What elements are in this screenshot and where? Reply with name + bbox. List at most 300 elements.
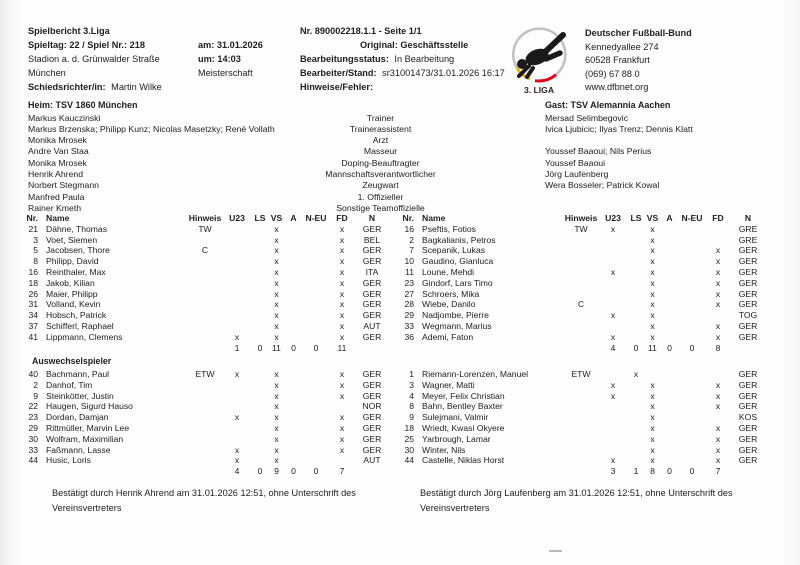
n-eu-mark [302, 256, 330, 267]
a-mark: A [666, 213, 673, 223]
fd-mark: x [715, 299, 721, 310]
official-guest-name [545, 192, 693, 203]
starter-row [400, 235, 766, 246]
player-nationality: GRE [738, 234, 758, 245]
player-number: 1 [409, 368, 414, 379]
n-eu-mark [302, 445, 330, 456]
player-number: 18 [404, 422, 414, 433]
fd-mark: x [339, 245, 345, 256]
u23-mark [598, 256, 628, 267]
liga3-logo-icon [506, 26, 572, 96]
player-name: Nadjombe, Pierre [422, 310, 489, 321]
u23-mark: x [610, 223, 616, 234]
player-nationality: BEL [363, 234, 381, 245]
substitutes-section-label [400, 355, 766, 368]
player-name: Danhof, Tim [46, 379, 93, 390]
player-number: 11 [405, 266, 414, 277]
player-number: 25 [404, 433, 414, 444]
player-number: 2 [33, 379, 38, 390]
n-eu-mark [678, 455, 706, 466]
n-eu-mark [302, 391, 330, 402]
a-mark [285, 278, 302, 289]
vs-mark: x [650, 245, 655, 256]
substitute-row [24, 401, 390, 412]
player-name: Jakob, Kilian [46, 277, 95, 288]
player-number [24, 343, 38, 354]
player-number: 3 [33, 234, 38, 245]
organization-city: 60528 Frankfurt [585, 55, 650, 65]
player-hint [564, 332, 598, 343]
u23-mark: x [610, 455, 616, 466]
vs-mark: x [650, 390, 655, 401]
player-name: Haugen, Sigurd Hauso [46, 401, 133, 412]
a-mark [661, 310, 678, 321]
vs-mark: x [274, 412, 279, 423]
substitutes-section-label: Auswechselspieler [32, 356, 112, 367]
n-eu-mark [678, 299, 706, 310]
player-hint [564, 445, 598, 456]
vs-mark: 11 [648, 342, 657, 353]
a-mark [285, 391, 302, 402]
n-eu-mark [678, 256, 706, 267]
subs-totals-row [400, 466, 766, 477]
player-nationality: GER [362, 433, 382, 444]
official-home-name: Andre Van Staa [28, 146, 89, 157]
player-hint [188, 289, 222, 300]
fd-mark: x [339, 277, 345, 288]
player-nationality: GER [738, 368, 758, 379]
u23-mark [598, 321, 628, 332]
fd-mark [330, 401, 354, 412]
player-nationality: GER [362, 379, 382, 390]
u23-mark [222, 391, 252, 402]
organization-street: Kennedyallee 274 [585, 41, 659, 52]
ls-mark [252, 267, 268, 278]
starter-row [400, 310, 766, 321]
player-number: 7 [409, 245, 414, 256]
vs-mark: x [650, 444, 655, 455]
fd-mark: x [715, 379, 721, 390]
n-eu-mark [678, 224, 706, 235]
player-nationality: GER [738, 401, 758, 412]
n-eu-mark: 0 [313, 342, 319, 353]
status-label: Bearbeitungsstatus: [300, 54, 389, 64]
substitute-row [400, 412, 766, 423]
player-number: 26 [28, 288, 38, 299]
player-name: Bahn, Bentley Baxter [422, 401, 503, 412]
player-name: Jacobsen, Thore [46, 245, 110, 256]
player-number [24, 466, 38, 477]
player-number: 31 [28, 299, 38, 310]
ls-mark [252, 391, 268, 402]
officials-home-names [28, 113, 275, 215]
player-name: Loune, Mehdi [422, 266, 475, 277]
player-hint [564, 412, 598, 423]
player-name: Philipp, David [46, 256, 99, 267]
organization-website: www.dfbnet.org [585, 82, 649, 92]
player-name: Riemann-Lorenzen, Manuel [422, 368, 529, 379]
original-label: Original: Geschäftsstelle [360, 40, 469, 50]
player-hint [564, 245, 598, 256]
n-eu-mark [302, 332, 330, 343]
player-number: 29 [404, 310, 414, 321]
player-name: Castelle, Niklas Horst [422, 455, 505, 466]
u23-mark: x [610, 390, 616, 401]
fd-mark: x [715, 390, 721, 401]
n-eu-mark [302, 369, 330, 380]
official-home-name: Markus Kauczinski [28, 112, 101, 123]
n-eu-mark [302, 267, 330, 278]
player-hint [188, 321, 222, 332]
player-name: Wiebe, Danilo [422, 299, 476, 310]
player-number: 34 [28, 310, 38, 321]
ls-mark: LS [630, 213, 642, 223]
player-nationality: GER [362, 223, 382, 234]
official-guest-name: Youssef Baaoui; Nils Perius [545, 146, 652, 157]
substitute-row [400, 455, 766, 466]
player-hint [564, 289, 598, 300]
player-silhouette-icon [517, 35, 563, 77]
player-number [400, 466, 414, 477]
starters-totals-row [400, 343, 766, 354]
vs-mark: x [650, 234, 655, 245]
player-hint [188, 299, 222, 310]
player-number: 5 [33, 245, 38, 256]
vs-mark: x [274, 444, 279, 455]
player-nationality: ITA [365, 266, 379, 277]
official-role-label: Zeugwart [362, 180, 399, 191]
substitute-row [400, 434, 766, 445]
vs-mark: x [650, 455, 655, 466]
home-team-title: Heim: TSV 1860 München [28, 100, 138, 110]
player-name [414, 466, 564, 477]
vs-mark: x [650, 422, 655, 433]
fd-mark: x [715, 444, 721, 455]
a-mark [661, 245, 678, 256]
u23-mark [222, 434, 252, 445]
player-hint [188, 434, 222, 445]
vs-mark: x [650, 379, 655, 390]
substitute-row [24, 455, 390, 466]
player-number: 27 [404, 288, 414, 299]
player-hint [188, 466, 222, 477]
fd-mark: x [339, 288, 345, 299]
player-nationality: GER [738, 390, 758, 401]
fd-mark: x [715, 277, 721, 288]
fd-mark: x [339, 299, 345, 310]
fd-mark: x [715, 401, 721, 412]
player-name: Pseftis, Fotios [422, 223, 476, 234]
player-nationality [354, 343, 390, 354]
player-nationality: GER [738, 266, 758, 277]
player-hint: ETW [571, 368, 591, 379]
official-home-name: Henrik Ahrend [28, 168, 84, 179]
player-name: Volland, Kevin [46, 299, 101, 310]
a-mark [661, 278, 678, 289]
player-nationality [730, 466, 766, 477]
vs-mark: x [650, 277, 655, 288]
fd-mark [706, 369, 730, 380]
starter-row [24, 224, 390, 235]
a-mark [285, 445, 302, 456]
n-eu-mark [678, 412, 706, 423]
n-eu-mark [302, 299, 330, 310]
ls-mark [628, 391, 644, 402]
starter-row [24, 332, 390, 343]
u23-mark: x [234, 444, 240, 455]
player-nationality: GER [738, 444, 758, 455]
officials-home-column [28, 99, 275, 214]
u23-mark [222, 224, 252, 235]
player-number: 30 [404, 444, 414, 455]
player-name: Gaudino, Gianluca [422, 256, 494, 267]
player-hint [188, 455, 222, 466]
u23-mark [222, 310, 252, 321]
player-name: Meyer, Felix Christian [422, 390, 505, 401]
n-eu-mark: 0 [689, 342, 695, 353]
player-hint [188, 391, 222, 402]
u23-mark [222, 289, 252, 300]
vs-mark: x [650, 310, 655, 321]
player-number: 44 [404, 455, 414, 466]
u23-mark [598, 235, 628, 246]
fd-mark: x [339, 310, 345, 321]
fd-mark: x [339, 444, 345, 455]
roster-header-row [24, 213, 390, 224]
player-hint [564, 278, 598, 289]
n-eu-mark: 0 [313, 466, 319, 477]
a-mark [661, 412, 678, 423]
vs-mark: x [650, 256, 655, 267]
n-eu-mark [678, 391, 706, 402]
a-mark [285, 245, 302, 256]
fd-mark: 7 [339, 466, 345, 477]
player-name: Winter, Nils [422, 444, 466, 455]
player-hint [564, 401, 598, 412]
n-eu-mark [678, 332, 706, 343]
official-home-name: Monika Mrosek [28, 157, 87, 168]
ls-mark [252, 434, 268, 445]
u23-mark [222, 299, 252, 310]
u23-mark [598, 369, 628, 380]
vs-mark: x [650, 266, 655, 277]
player-nationality: GER [362, 256, 382, 267]
player-number: 33 [404, 320, 414, 331]
player-nationality: GER [362, 422, 382, 433]
starter-row [24, 235, 390, 246]
player-number: 40 [28, 368, 38, 379]
referee-name: Martin Wilke [111, 82, 162, 92]
player-name [414, 343, 564, 354]
player-number: 41 [28, 331, 38, 342]
officials-roles-column [278, 99, 483, 214]
guest-roster-table [400, 213, 766, 477]
player-hint [564, 235, 598, 246]
player-name: Reinthaler, Max [46, 266, 106, 277]
a-mark [661, 321, 678, 332]
fd-mark: x [715, 288, 721, 299]
official-home-name: Norbert Stegmann [28, 180, 99, 191]
officials-guest-names [545, 113, 693, 215]
substitute-row [24, 445, 390, 456]
header-right [585, 27, 692, 95]
player-hint: Hinweis [188, 213, 222, 223]
fd-mark: x [715, 331, 721, 342]
player-nationality: GER [362, 299, 382, 310]
ls-mark [628, 267, 644, 278]
player-nationality: GER [362, 277, 382, 288]
vs-mark: x [650, 223, 655, 234]
a-mark [285, 423, 302, 434]
player-hint [564, 423, 598, 434]
vs-mark: x [274, 277, 279, 288]
player-name [38, 343, 188, 354]
a-mark [285, 235, 302, 246]
player-name [38, 466, 188, 477]
n-eu-mark [302, 278, 330, 289]
player-name: Gindorf, Lars Timo [422, 277, 493, 288]
player-hint [564, 343, 598, 354]
player-number: 4 [409, 390, 414, 401]
player-number: 30 [28, 433, 38, 444]
vs-mark: x [274, 223, 279, 234]
player-nationality: NOR [362, 401, 382, 412]
player-number: 37 [28, 320, 38, 331]
player-hint [564, 434, 598, 445]
player-name: Voet, Siemen [46, 234, 98, 245]
ls-mark [252, 380, 268, 391]
editor-label: Bearbeiter/Stand: [300, 68, 377, 78]
fd-mark: x [339, 368, 345, 379]
player-name: Wriedt, Kwasi Okyere [422, 422, 505, 433]
n-eu-mark [302, 289, 330, 300]
official-role-label: 1. Offizieller [357, 191, 404, 202]
substitute-row [400, 380, 766, 391]
player-number: 21 [28, 223, 38, 234]
n-eu-mark [678, 380, 706, 391]
official-home-name: Rainer Kmeth [28, 202, 82, 213]
hints-label: Hinweise/Fehler: [300, 82, 374, 92]
a-mark [285, 380, 302, 391]
player-number: 16 [28, 266, 38, 277]
officials-role-labels [278, 113, 483, 215]
substitute-row [24, 412, 390, 423]
vs-mark: x [274, 288, 279, 299]
player-number: 10 [404, 256, 414, 267]
starter-row [24, 278, 390, 289]
u23-mark [598, 299, 628, 310]
ls-mark: 0 [633, 342, 639, 353]
a-mark [661, 455, 678, 466]
fd-mark: x [339, 412, 345, 423]
n-eu-mark [302, 412, 330, 423]
official-guest-name: Mersad Selimbegovic [545, 112, 629, 123]
a-mark [661, 332, 678, 343]
fd-mark: 7 [715, 466, 721, 477]
official-guest-name: Ivica Ljubicic; Ilyas Trenz; Dennis Klatt [545, 123, 693, 134]
player-nationality: AUT [363, 320, 381, 331]
fd-mark: x [715, 455, 721, 466]
official-home-name: Monika Mrosek [28, 135, 87, 146]
ls-mark [252, 289, 268, 300]
u23-mark [222, 321, 252, 332]
starter-row [400, 224, 766, 235]
officials-guest-column [545, 99, 693, 214]
u23-mark [222, 235, 252, 246]
u23-mark: x [610, 310, 616, 321]
n-eu-mark [302, 310, 330, 321]
u23-mark: U23 [605, 213, 621, 223]
fd-mark [330, 455, 354, 466]
player-hint [188, 310, 222, 321]
player-nationality: GER [362, 444, 382, 455]
player-name: Dordan, Damjan [46, 412, 109, 423]
vs-mark: VS [270, 213, 283, 223]
player-nationality: AUT [363, 455, 381, 466]
a-mark [661, 391, 678, 402]
fd-mark [706, 224, 730, 235]
ls-mark [252, 299, 268, 310]
player-nationality: GER [738, 455, 758, 466]
player-nationality [730, 343, 766, 354]
vs-mark: x [274, 234, 279, 245]
official-home-name: Markus Brzenska; Philipp Kunz; Nicolas Masetzky; René Vollath [28, 123, 275, 134]
fd-mark: x [715, 433, 721, 444]
ls-mark [628, 423, 644, 434]
player-hint [188, 380, 222, 391]
player-name: Husic, Loris [46, 455, 91, 466]
a-mark: 0 [291, 342, 296, 353]
n-eu-mark [678, 245, 706, 256]
vs-mark: x [274, 256, 279, 267]
a-mark [285, 455, 302, 466]
player-name: Wagner, Matti [422, 379, 475, 390]
city: München [28, 68, 66, 78]
player-nationality: GER [362, 288, 382, 299]
a-mark [661, 380, 678, 391]
home-roster-table [24, 213, 390, 477]
starter-row [400, 321, 766, 332]
a-mark: 0 [291, 466, 296, 477]
u23-mark [222, 278, 252, 289]
u23-mark [222, 401, 252, 412]
guest-confirmation-text: Bestätigt durch Jörg Laufenberg am 31.01.2026 12:51, ohne Unterschrift des Vereinsvertreters [420, 488, 733, 513]
ls-mark [628, 278, 644, 289]
ls-mark [252, 235, 268, 246]
vs-mark: VS [646, 213, 659, 223]
player-name: Faßmann, Lasse [46, 444, 111, 455]
player-nationality: GER [738, 331, 758, 342]
vs-mark: x [650, 331, 655, 342]
vs-mark: x [274, 320, 279, 331]
a-mark [661, 289, 678, 300]
fd-mark [706, 310, 730, 321]
starter-row [400, 332, 766, 343]
player-number: Nr. [402, 213, 414, 223]
a-mark [285, 434, 302, 445]
u23-mark: 3 [610, 466, 616, 477]
u23-mark [598, 289, 628, 300]
n-eu-mark [678, 369, 706, 380]
starter-row [24, 299, 390, 310]
ls-mark [628, 412, 644, 423]
player-number [400, 343, 414, 354]
player-hint [188, 235, 222, 246]
status-value: In Bearbeitung [394, 54, 455, 64]
ls-mark [252, 401, 268, 412]
ls-mark [628, 401, 644, 412]
starter-row [400, 278, 766, 289]
